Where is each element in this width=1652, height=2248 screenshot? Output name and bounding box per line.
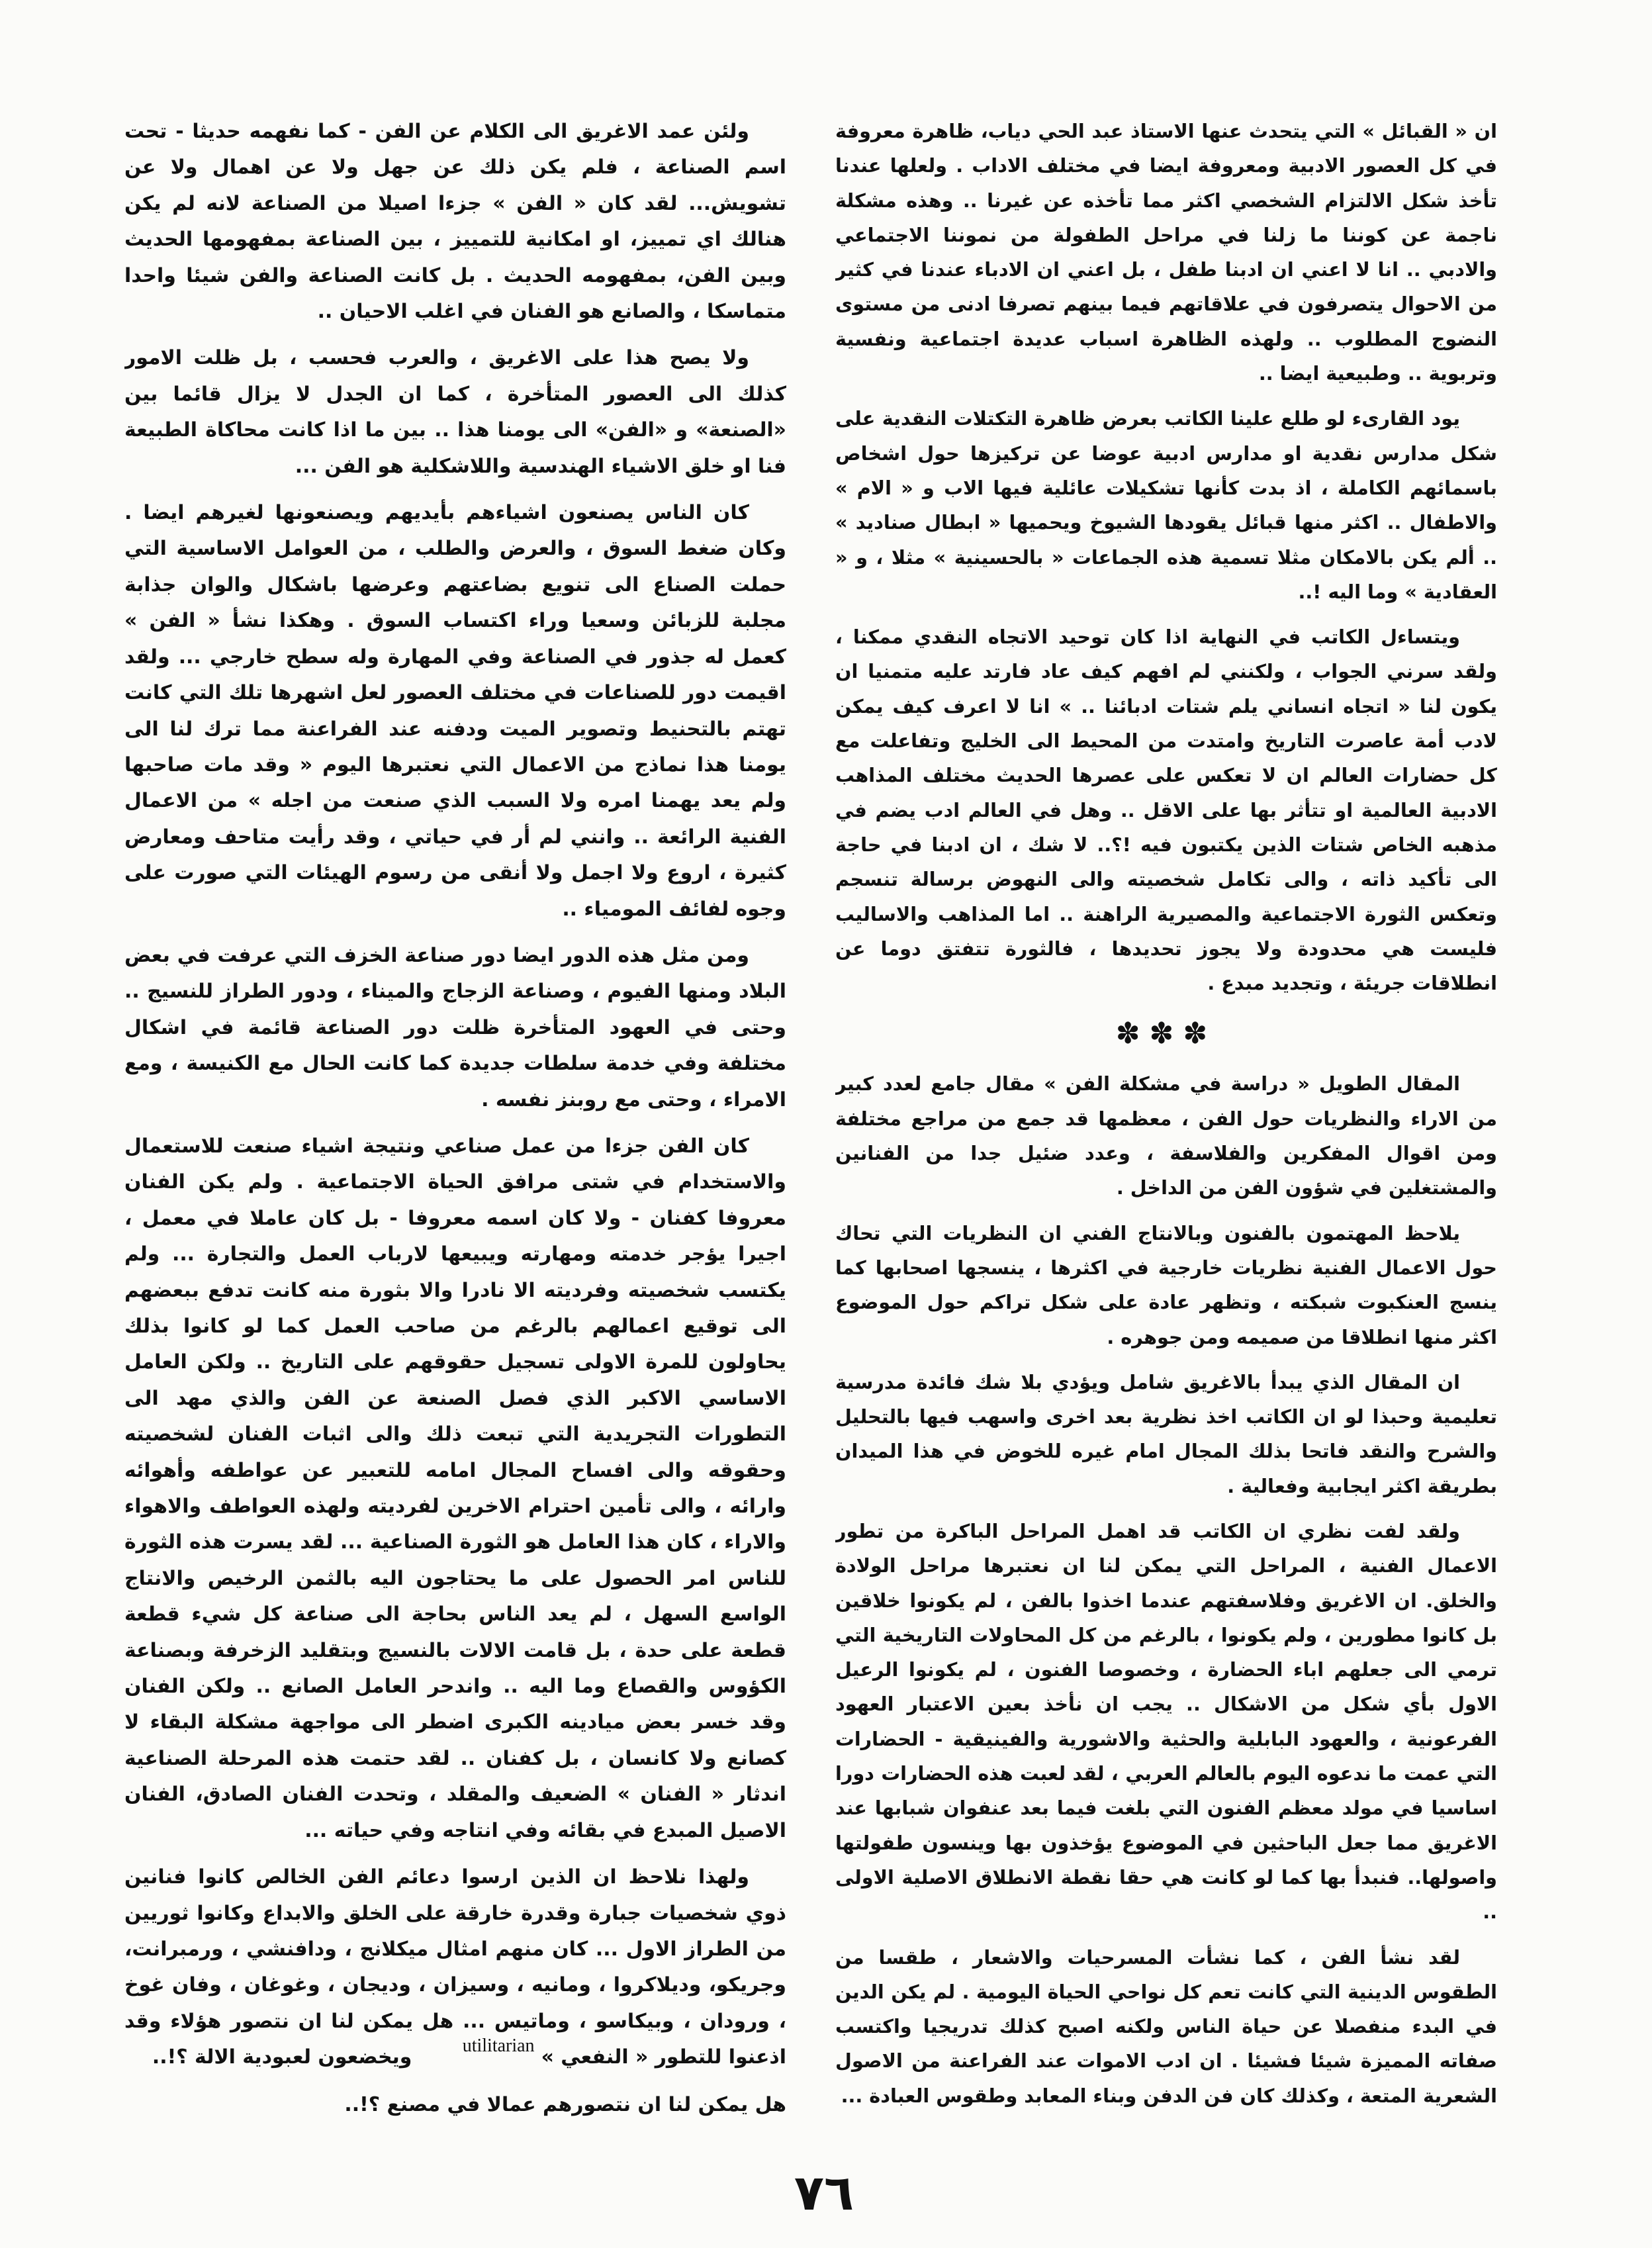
paragraph: ويتساءل الكاتب في النهاية اذا كان توحيد الاتجاه النقدي ممكنا ، ولقد سرني الجواب ، ولكنني لم افهم كيف عاد فارتد عليه متمنيا ان يكون لنا « اتجاه انساني يلم شتات ادبائنا .. » انا لا اعرف كيف يمكن لادب أمة عاصرت التاريخ وامتدت من المحيط الى الخليج وتفاعلت مع كل حضارات العالم ان لا تعكس على عصرها الحديث مختلف المذاهب الادبية العالمية او تتأثر بها على الاقل .. وهل في العالم ادب يضم في مذهبه الخاص شتات الذين يكتبون فيه !؟.. لا شك ، ان ادبنا في حاجة الى تأكيد ذاته ، والى تكامل شخصيته والى النهوض برسالة تنسجم وتعكس الثورة الاجتماعية والمصيرية الراهنة .. اما المذاهب والاساليب فليست هي محدودة ولا يجوز تحديدها ، فالثورة تتفتق دوما عن انطلاقات جريئة ، وتجديد مبدع .: [835, 626, 1497, 995]
paragraph: كان الناس يصنعون اشياءهم بأيديهم ويصنعونها لغيرهم ايضا . وكان ضغط السوق ، والعرض والطلب ، من العوامل الاساسية التي حملت الصناع الى تنويع بضاعتهم وعرضها باشكال والوان جذابة مجلبة للزبائن وسعيا وراء اكتساب السوق . وهكذا نشأ « الفن » كعمل له جذور في الصناعة وفي المهارة وله سطح خارجي ... ولقد اقيمت دور للصناعات في مختلف العصور لعل اشهرها تلك التي كانت تهتم بالتحنيط وتصوير الميت ودفنه عند الفراعنة مما ترك لنا الى يومنا هذا نماذج من الاعمال التي نعتبرها اليوم « وقد مات صاحبها ولم يعد يهمنا امره ولا السبب الذي صنعت من اجله » من الاعمال الفنية الرائعة .. وانني لم أر في حياتي ، وقد رأيت متاحف ومعارض كثيرة ، اروع ولا اجمل ولا أنقى من رسوم الهيئات التي صورت على وجوه لفائف المومياء ..: [124, 501, 786, 921]
paragraph: كان الفن جزءا من عمل صناعي ونتيجة اشياء صنعت للاستعمال والاستخدام في شتى مرافق الحياة الاجتماعية . ولم يكن الفنان معروفا كفنان - ولا كان اسمه معروفا - بل كان عاملا في معمل ، اجيرا يؤجر خدمته ومهارته ويبيعها لارباب العمل والتجارة ... ولم يكتسب شخصيته وفرديته الا نادرا والا بثورة منه كانت تدفع ببعضهم الى توقيع اعمالهم بالرغم من صاحب العمل كما لو كانوا بذلك يحاولون للمرة الاولى تسجيل حقوقهم على التاريخ .. ولكن العامل الاساسي الاكبر الذي فصل الصنعة عن الفن والذي مهد الى التطورات التجريدية التي تبعت ذلك والى اثبات الفنان لشخصيته وحقوقه والى افساح المجال امامه للتعبير عن عواطفه وأهوائه وارائه ، والى تأمين احترام الاخرين لفرديته ولهذه العواطف والاهواء والاراء ، كان هذا العامل هو الثورة الصناعية ... لقد يسرت هذه الثورة للناس امر الحصول على ما يحتاجون اليه بالثمن الرخيص والانتاج الواسع السهل ، لم يعد الناس بحاجة الى صناعة كل شيء قطعة قطعة على حدة ، بل قامت الالات بالنسيج وبتقليد الزخرفة وبصناعة الكؤوس والقصاع وما اليه .. واندحر العامل الصانع .. ولكن الفنان وقد خسر بعض ميادينه الكبرى اضطر الى مواجهة مشكلة البقاء لا كصانع ولا كانسان ، بل كفنان .. لقد حتمت هذه المرحلة الصناعية اندثار « الفنان » الضعيف والمقلد ، وتحدت الفنان الصادق، الفنان الاصيل المبدع في بقائه وفي انتاجه وفي حياته ...: [124, 1134, 786, 1842]
paragraph: يود القارىء لو طلع علينا الكاتب بعرض ظاهرة التكتلات النقدية على شكل مدارس نقدية او مدارس ادبية عوضا عن تركيزها حول اشخاص باسمائهم الكاملة ، اذ بدت كأنها تشكيلات عائلية فيها الاب و « الام » والاطفال .. اكثر منها قبائل يقودها الشيوخ ويحميها « ابطال صناديد » .. ألم يكن بالامكان مثلا تسمية هذه الجماعات « بالحسينية » مثلا ، و « العقادية » وما اليه !..: [835, 407, 1497, 603]
paragraph: يلاحظ المهتمون بالفنون وبالانتاج الفني ان النظريات التي تحاك حول الاعمال الفنية نظريات خارجية في اكثرها ، ينسجها اصحابها كما ينسج العنكبوت شبكته ، وتظهر عادة على شكل تراكم حول الموضوع اكثر منها انطلاقا من صميمه ومن جوهره .: [835, 1221, 1497, 1348]
english-gloss: utilitarian: [462, 2036, 535, 2057]
paragraph: ان « القبائل » التي يتحدث عنها الاستاذ عبد الحي دياب، ظاهرة معروفة في كل العصور الادبية ومعروفة ايضا في مختلف الاداب . ولعلها عندنا تأخذ شكل الالتزام الشخصي اكثر مما تأخذه عن غيرنا .. وهذه مشكلة ناجمة عن كوننا ما زلنا في مراحل الطفولة من نموننا الاجتماعي والادبي .. انا لا اعني ان ادبنا طفل ، بل اعني ان الادباء عندنا في كثير من الاحوال يتصرفون في علاقاتهم فيما بينهم تصرفا ادنى من مستوى النضوج المطلوب .. ولهذه الظاهرة اسباب عديدة اجتماعية ونفسية وتربوية .. وطبيعية ايضا ..: [835, 120, 1497, 385]
paragraph-with-gloss: [124, 1859, 786, 2076]
paragraph: ان المقال الذي يبدأ بالاغريق شامل ويؤدي بلا شك فائدة مدرسية تعليمية وحبذا لو ان الكاتب اخذ نظرية بعد اخرى واسهب فيها بالتحليل والشرح والنقد فاتحا بذلك المجال امام غيره للخوض في هذا الميدان بطريقة اكثر ايجابية وفعالية .: [835, 1370, 1497, 1497]
paragraph: ولئن عمد الاغريق الى الكلام عن الفن - كما نفهمه حديثا - تحت اسم الصناعة ، فلم يكن ذلك عن جهل ولا عن اهمال ولا عن تشويش... لقد كان « الفن » جزءا اصيلا من الصناعة لانه لم يكن هنالك اي تمييز، او امكانية للتمييز ، بين الصناعة بمفهومها الحديث وبين الفن، بمفهومه الحديث . بل كانت الصناعة والفن شيئا واحدا متماسكا ، والصانع هو الفنان في اغلب الاحيان ..: [124, 120, 786, 324]
paragraph-tail: ويخضعون لعبودية الالة ؟!..: [152, 2045, 419, 2069]
page-number: ٧٦: [794, 2165, 854, 2222]
paragraph: ولا يصح هذا على الاغريق ، والعرب فحسب ، بل ظلت الامور كذلك الى العصور المتأخرة ، كما ان الجدل لا يزال قائما بين «الصنعة» و «الفن» الى يومنا هذا .. بين ما اذا كانت محاكاة الطبيعة فنا او خلق الاشياء الهندسية واللاشكلية هو الفن ...: [124, 346, 786, 478]
paragraph: ومن مثل هذه الدور ايضا دور صناعة الخزف التي عرفت في بعض البلاد ومنها الفيوم ، وصناعة الزجاج والميناء ، ودور الطراز للنسيج .. وحتى في العهود المتأخرة ظلت دور الصناعة قائمة في اشكال مختلفة وفي خدمة سلطات جديدة كما كانت الحال مع الكنيسة ، ومع الامراء ، وحتى مع روبنز نفسه .: [124, 943, 786, 1111]
paragraph: لقد نشأ الفن ، كما نشأت المسرحيات والاشعار ، طقسا من الطقوس الدينية التي كانت تعم كل نواحي الحياة اليومية . لم يكن الدين في البدء منفصلا عن حياة الناس ولكنه اصبح كذلك تدريجيا واكتسب صفاته المميزة شيئا فشيئا . ان ادب الاموات عند الفراعنة من الاصول الشعرية المتعة ، وكذلك كان فن الدفن وبناء المعابد وطقوس العبادة ...: [835, 1945, 1497, 2107]
paragraph-text: ولهذا نلاحظ ان الذين ارسوا دعائم الفن الخالص كانوا فنانين ذوي شخصيات جبارة وقدرة خارقة على الخلق والابداع وكانوا ثوريين من الطراز الاول ... كان منهم امثال ميكلانج ، ودافنشي ، ورمبرانت، وجريكو، وديلاكروا ، ومانيه ، وسيزان ، وديجان ، وغوغان ، وفان غوخ ، ورودان ، وبيكاسو ، وماتيس ... هل يمكن لنا ان نتصور هؤلاء وقد اذعنوا للتطور « النفعي »: [124, 1865, 786, 2069]
right-column: [835, 114, 1497, 2159]
section-separator: ✽✽✽: [1115, 1017, 1217, 1051]
paragraph: ولقد لفت نظري ان الكاتب قد اهمل المراحل الباكرة من تطور الاعمال الفنية ، المراحل التي يمكن لنا ان نعتبرها مراحل الولادة والخلق. ان الاغريق وفلاسفتهم عندما اخذوا بالفن ، لم يكونوا خلاقين بل كانوا مطورين ، ولم يكونوا ، بالرغم من كل المحاولات التاريخية التي ترمي الى جعلهم اباء الحضارة ، وخصوصا الفنون ، لم يكونوا الرعيل الاول بأي شكل من الاشكال .. يجب ان نأخذ بعين الاعتبار العهود الفرعونية ، والعهود البابلية والحثية والاشورية والفينيقية - الحضارات التي عمت ما ندعوه اليوم بالعالم العربي ، لقد لعبت هذه الحضارات دورا اساسيا في مولد معظم الفنون التي بلغت فيما بعد عنفوان شبابها عند الاغريق مما جعل الباحثين في الموضوع يؤخذون بها وينسون طفولتها واصولها.. فنبدأ بها كما لو كانت هي حقا نقطة الانطلاق الاصلية الاولى ..: [835, 1519, 1497, 1924]
paragraph: هل يمكن لنا ان نتصورهم عمالا في مصنع ؟!..: [344, 2092, 786, 2116]
paragraph: المقال الطويل « دراسة في مشكلة الفن » مقال جامع لعدد كبير من الاراء والنظريات حول الفن ، معظمها قد جمع من مراجع مختلفة ومن اقوال المفكرين والفلاسفة ، وعدد ضئيل جدا من الفنانين والمشتغلين في شؤون الفن من الداخل .: [835, 1072, 1497, 1199]
left-column: [124, 114, 786, 2159]
